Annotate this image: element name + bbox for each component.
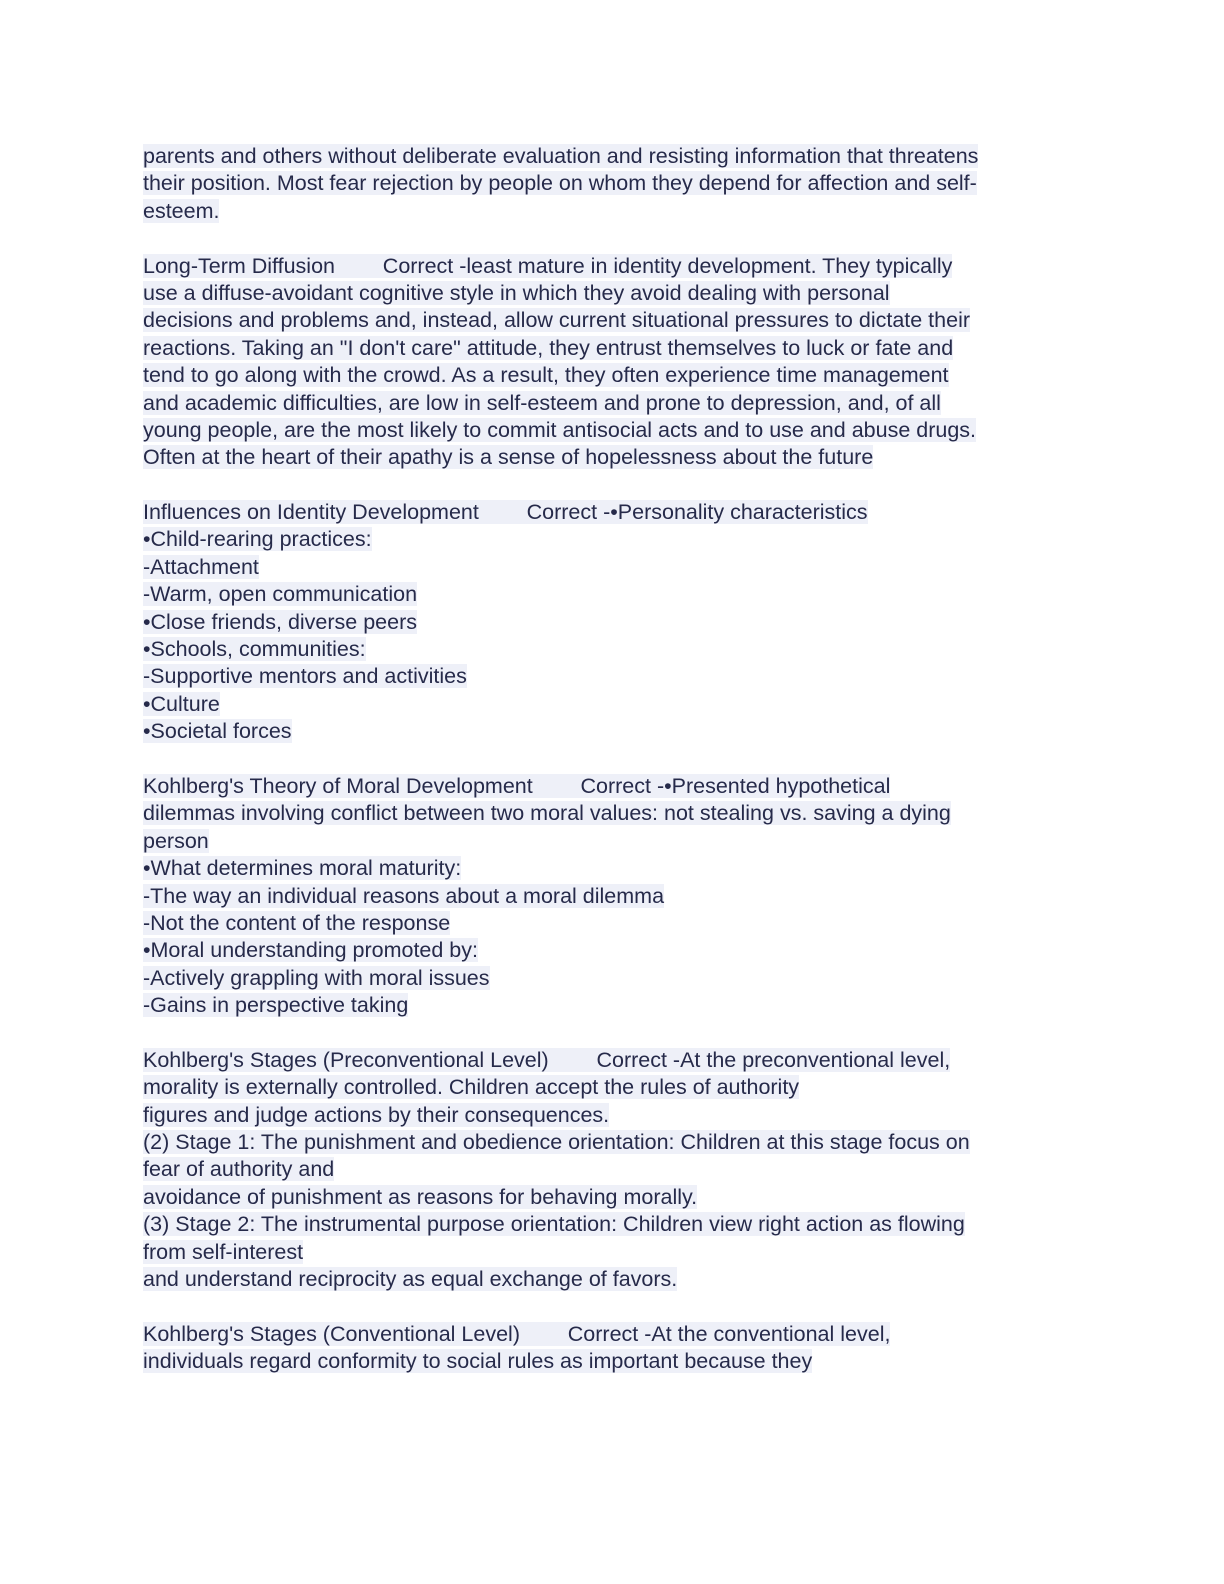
text-line	[143, 937, 1083, 964]
text-line-content: parents and others without deliberate evaluation and resisting information that threatens	[143, 144, 979, 168]
text-line-content: tend to go along with the crowd. As a result, they often experience time management	[143, 363, 949, 388]
text-line-content: -Gains in perspective taking	[143, 993, 409, 1018]
text-line	[143, 1102, 1083, 1129]
text-line-content: •Culture	[143, 691, 220, 716]
text-line	[143, 1348, 1083, 1375]
text-line	[143, 1156, 1083, 1183]
text-line	[143, 1074, 1083, 1101]
text-line-content: decisions and problems and, instead, allow current situational pressures to dictate their	[143, 308, 971, 333]
text-line-content: from self-interest	[143, 1239, 304, 1264]
text-line-content: •Societal forces	[143, 719, 292, 744]
text-line	[143, 335, 1083, 362]
text-line	[143, 280, 1083, 307]
text-line-content: -Actively grappling with moral issues	[143, 965, 490, 990]
blank-line	[143, 746, 1083, 773]
text-line-content: -The way an individual reasons about a moral dilemma	[143, 883, 665, 908]
text-line-content: esteem.	[143, 198, 220, 223]
text-line	[143, 883, 1083, 910]
text-line-content: individuals regard conformity to social rules as important because they	[143, 1349, 813, 1374]
blank-line	[143, 472, 1083, 499]
text-line	[143, 718, 1083, 745]
text-line-content: •Moral understanding promoted by:	[143, 938, 478, 963]
blank-line	[143, 1293, 1083, 1320]
text-line-content: Kohlberg's Theory of Moral Development Correct -•Presented hypothetical	[143, 773, 891, 798]
text-line	[143, 663, 1083, 690]
text-line-content: fear of authority and	[143, 1157, 335, 1182]
text-line-content: Long-Term Diffusion Correct -least mature in identity development. They typically	[143, 253, 953, 278]
text-line-content: •Close friends, diverse peers	[143, 609, 418, 634]
text-line	[143, 417, 1083, 444]
text-line-content: •Schools, communities:	[143, 637, 366, 662]
text-line	[143, 143, 1083, 170]
text-line	[143, 1266, 1083, 1293]
text-line-content: Influences on Identity Development Correct -•Personality characteristics	[143, 500, 868, 525]
text-line-content: -Supportive mentors and activities	[143, 664, 467, 689]
text-line	[143, 965, 1083, 992]
text-line-content: •Child-rearing practices:	[143, 527, 372, 552]
text-line	[143, 691, 1083, 718]
text-line	[143, 1211, 1083, 1238]
text-line	[143, 636, 1083, 663]
text-line	[143, 992, 1083, 1019]
text-line	[143, 554, 1083, 581]
text-line	[143, 253, 1083, 280]
blank-line	[143, 1020, 1083, 1047]
text-line	[143, 910, 1083, 937]
text-line-content: dilemmas involving conflict between two moral values: not stealing vs. saving a dying	[143, 801, 951, 826]
text-line	[143, 307, 1083, 334]
text-line	[143, 800, 1083, 827]
text-line	[143, 444, 1083, 471]
blank-line	[143, 225, 1083, 252]
text-line-content: and understand reciprocity as equal exchange of favors.	[143, 1267, 678, 1292]
text-line	[143, 1184, 1083, 1211]
text-line-content: Kohlberg's Stages (Preconventional Level) Correct -At the preconventional level,	[143, 1047, 951, 1072]
text-line	[143, 170, 1083, 197]
text-line-content: reactions. Taking an "I don't care" attitude, they entrust themselves to luck or fate and	[143, 335, 954, 360]
text-line-content: young people, are the most likely to commit antisocial acts and to use and abuse drugs.	[143, 417, 976, 442]
text-line	[143, 773, 1083, 800]
text-line-content: Kohlberg's Stages (Conventional Level) Correct -At the conventional level,	[143, 1321, 891, 1346]
text-line	[143, 609, 1083, 636]
text-line-content: figures and judge actions by their consequences.	[143, 1102, 610, 1127]
text-line-content: and academic difficulties, are low in self-esteem and prone to depression, and, of all	[143, 390, 941, 415]
text-line	[143, 198, 1083, 225]
document-text	[143, 143, 1083, 1376]
text-line	[143, 526, 1083, 553]
text-line	[143, 828, 1083, 855]
text-line-content: avoidance of punishment as reasons for behaving morally.	[143, 1184, 698, 1209]
text-line-content: •What determines moral maturity:	[143, 856, 462, 881]
text-line-content: -Warm, open communication	[143, 582, 418, 607]
text-line	[143, 1321, 1083, 1348]
text-line	[143, 499, 1083, 526]
text-line	[143, 855, 1083, 882]
text-line-content: their position. Most fear rejection by people on whom they depend for affection and self-	[143, 171, 977, 196]
text-line-content: Often at the heart of their apathy is a sense of hopelessness about the future	[143, 445, 874, 470]
text-line	[143, 1129, 1083, 1156]
text-line-content: (3) Stage 2: The instrumental purpose orientation: Children view right action as flowing	[143, 1212, 965, 1237]
text-line	[143, 390, 1083, 417]
text-line-content: use a diffuse-avoidant cognitive style in which they avoid dealing with personal	[143, 280, 890, 305]
text-line-content: -Not the content of the response	[143, 910, 451, 935]
text-line	[143, 581, 1083, 608]
text-line	[143, 1047, 1083, 1074]
text-line-content: person	[143, 828, 209, 853]
text-line	[143, 362, 1083, 389]
text-line-content: (2) Stage 1: The punishment and obedience orientation: Children at this stage focus on	[143, 1130, 970, 1155]
text-line-content: -Attachment	[143, 554, 259, 579]
text-line-content: morality is externally controlled. Children accept the rules of authority	[143, 1075, 800, 1100]
text-line	[143, 1239, 1083, 1266]
